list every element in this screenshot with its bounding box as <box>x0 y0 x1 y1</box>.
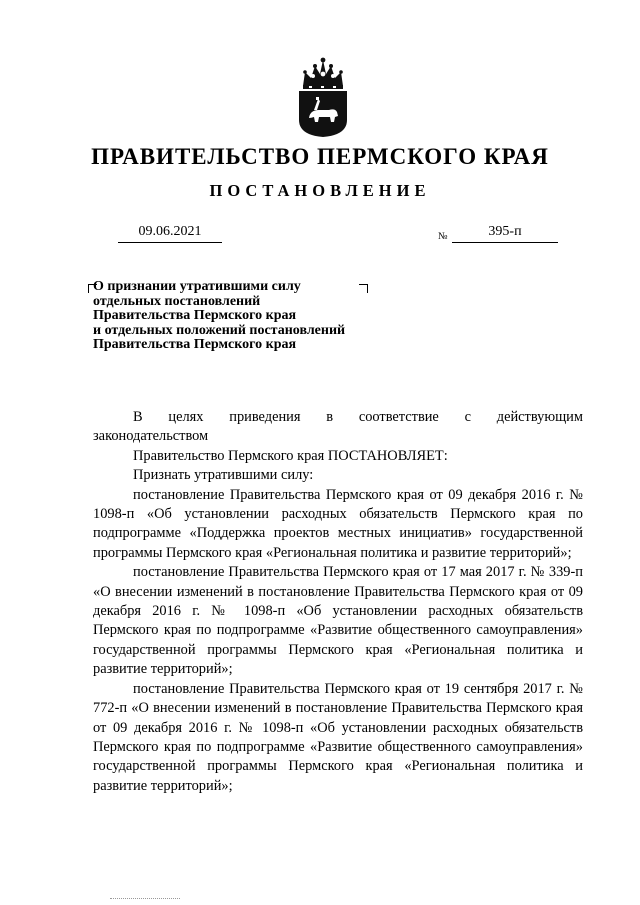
document-body <box>93 408 583 796</box>
subject-line: О признании утратившими силу <box>93 279 301 294</box>
clause-intro: Признать утратившими силу: <box>133 467 314 484</box>
preamble-continuation: законодательством <box>93 428 209 445</box>
preamble-line: В целях приведения в соответствие с действующим <box>133 409 583 425</box>
document-type-title: ПОСТАНОВЛЕНИЕ <box>209 181 431 200</box>
repealed-act-item: постановление Правительства Пермского края от 09 декабря 2016 г. № 1098-п «Об установлении расходных обязательств Пермского края по подпрограмме «Поддержка проектов местных инициатив» государственной программы Пермского края «Региональная политика и развитие территорий»; <box>93 486 583 561</box>
document-number: 395-п <box>452 224 558 243</box>
subject-line: Правительства Пермского края <box>93 308 297 323</box>
organization-title: ПРАВИТЕЛЬСТВО ПЕРМСКОГО КРАЯ <box>91 144 549 169</box>
document-date: 09.06.2021 <box>118 224 222 243</box>
coat-of-arms-icon <box>297 56 349 138</box>
subject-line: и отдельных положений постановлений <box>93 322 346 338</box>
subject-line: отдельных постановлений <box>93 293 261 309</box>
scan-artifact-divider <box>110 898 180 899</box>
repealed-act-item: постановление Правительства Пермского края от 17 мая 2017 г. № 339-п «О внесении изменений в постановление Правительства Пермского края от 09 декабря 2016 г. № 1098-п «Об установлении расходных обязательств Пермского края по подпрограмме «Развитие общественного самоуправления» государственной программы Пермского края «Региональная политика и развитие территорий»; <box>93 564 583 678</box>
repealed-act-item: постановление Правительства Пермского края от 19 сентября 2017 г. № 772-п «О внесении изменений в постановление Правительства Пермского края от 09 декабря 2016 г. № 1098-п «Об установлении расходных обязательств Пермского края по подпрограмме «Развитие общественного самоуправления» государственной программы Пермского края «Региональная политика и развитие территорий»; <box>93 680 583 794</box>
resolution-statement: Правительство Пермского края ПОСТАНОВЛЯЕТ: <box>133 447 448 464</box>
subject-line: Правительства Пермского края <box>93 337 297 352</box>
document-subject <box>93 280 413 353</box>
number-sign: № <box>438 231 448 242</box>
